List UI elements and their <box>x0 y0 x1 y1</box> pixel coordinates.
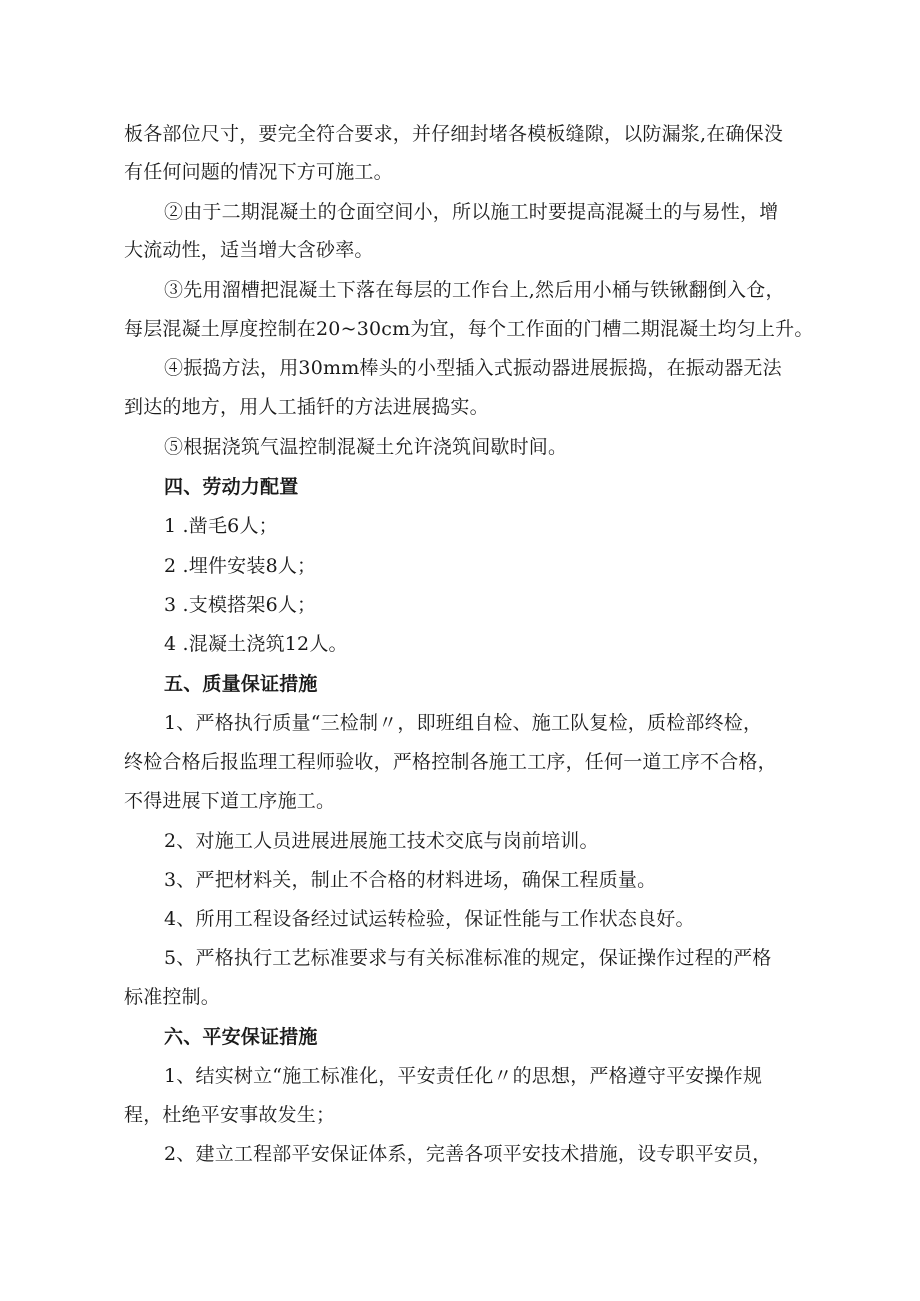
paragraph-line: ④振捣方法，用30mm棒头的小型插入式振动器进展振捣，在振动器无法 <box>164 357 782 379</box>
list-item: 4 .混凝土浇筑12人。 <box>164 633 348 655</box>
paragraph-line: 4、所用工程设备经过试运转检验，保证性能与工作状态良好。 <box>164 908 695 930</box>
list-item: 2 .埋件安装8人； <box>164 555 317 577</box>
paragraph-line: 大流动性，适当增大含砂率。 <box>124 239 374 261</box>
paragraph-line: ⑤根据浇筑气温控制混凝土允许浇筑间歇时间。 <box>164 436 568 458</box>
paragraph-line: 到达的地方，用人工插钎的方法进展捣实。 <box>124 396 489 418</box>
paragraph-line: 2、对施工人员进展进展施工技术交底与岗前培训。 <box>164 830 599 852</box>
list-item: 1 .凿毛6人； <box>164 515 278 537</box>
paragraph-line: 3、严把材料关，制止不合格的材料进场，确保工程质量。 <box>164 869 657 891</box>
list-item: 3 .支模搭架6人； <box>164 594 317 616</box>
paragraph-line: 不得进展下道工序施工。 <box>124 790 336 812</box>
paragraph-line: 有任何问题的情况下方可施工。 <box>124 161 393 183</box>
paragraph-line: 5、严格执行工艺标准要求与有关标准标准的规定，保证操作过程的严格 <box>164 947 772 969</box>
paragraph-line: 1、结实树立“施工标准化，平安责任化〃的思想，严格遵守平安操作规 <box>164 1065 763 1087</box>
paragraph-line: ③先用溜槽把混凝土下落在每层的工作台上,然后用小桶与铁锹翻倒入仓， <box>164 279 785 301</box>
paragraph-line: 终检合格后报监理工程师验收，严格控制各施工工序，任何一道工序不合格， <box>124 751 777 773</box>
section-heading-quality: 五、质量保证措施 <box>164 673 318 695</box>
section-heading-safety: 六、平安保证措施 <box>164 1026 318 1048</box>
paragraph-line: 板各部位尺寸，要完全符合要求，并仔细封堵各模板缝隙，以防漏浆,在确保没 <box>124 123 784 145</box>
paragraph-line: 程，杜绝平安事故发生； <box>124 1104 336 1126</box>
paragraph-line: 标准控制。 <box>124 986 221 1008</box>
paragraph-line: 每层混凝土厚度控制在20~30cm为宜，每个工作面的门槽二期混凝土均匀上升。 <box>124 318 814 340</box>
section-heading-labor: 四、劳动力配置 <box>164 476 299 498</box>
paragraph-line: 1、严格执行质量“三检制〃，即班组自检、施工队复检，质检部终检， <box>164 712 763 734</box>
paragraph-line: 2、建立工程部平安保证体系，完善各项平安技术措施，设专职平安员， <box>164 1143 772 1165</box>
paragraph-line: ②由于二期混凝土的仓面空间小，所以施工时要提高混凝土的与易性，增 <box>164 201 779 223</box>
